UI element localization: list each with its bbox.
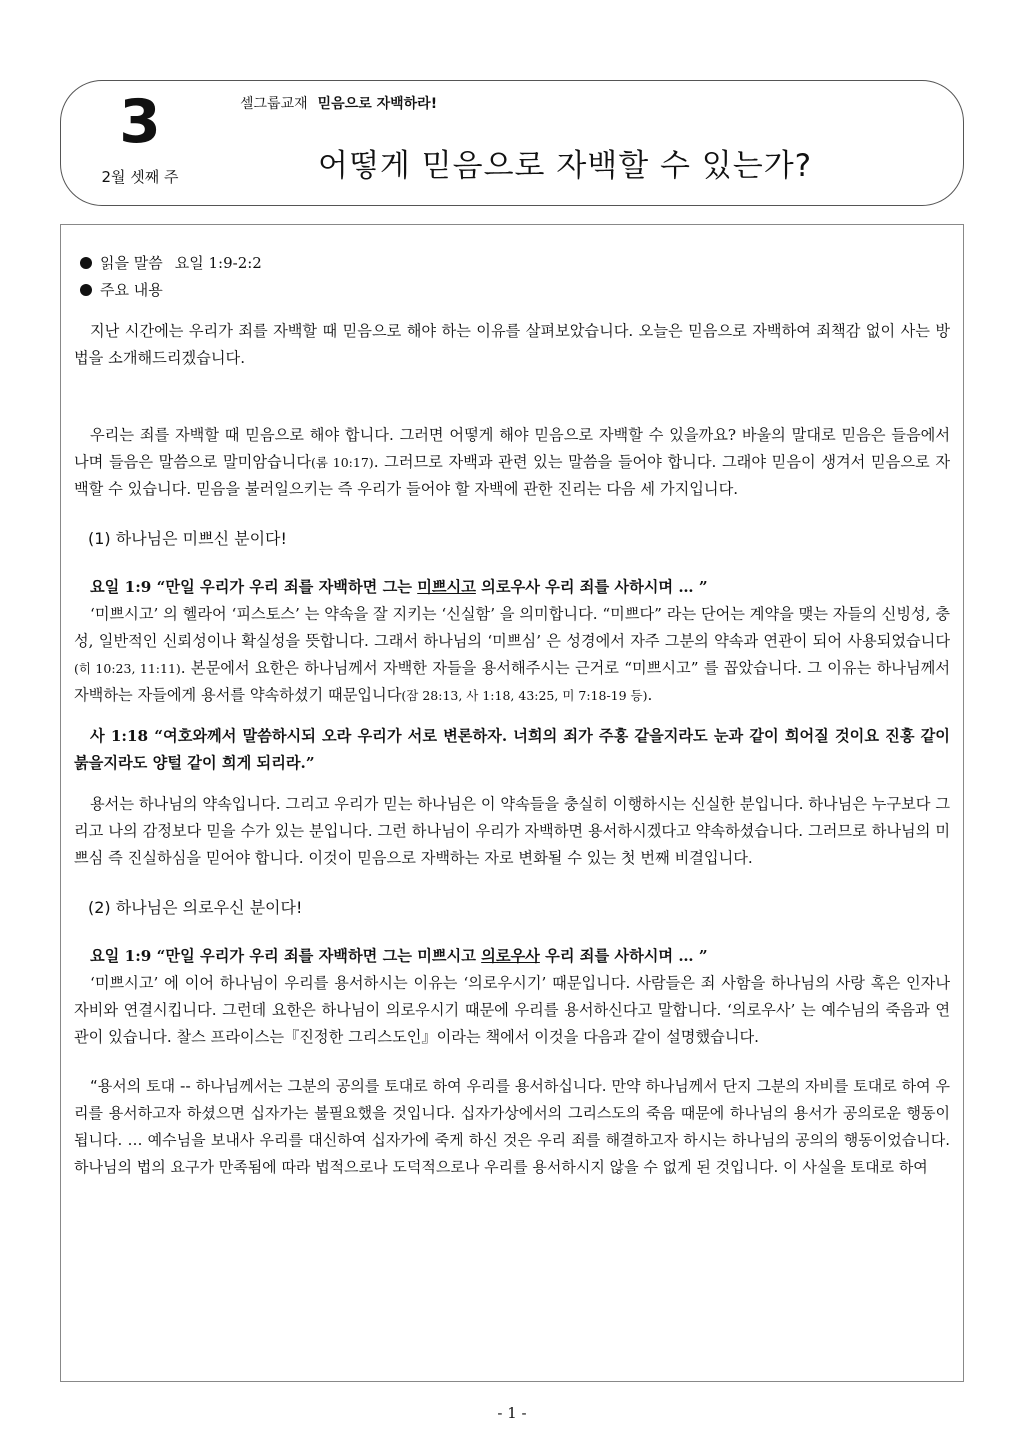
series-line: [240, 93, 437, 113]
paragraph: [74, 601, 950, 709]
reading-item: [80, 250, 950, 277]
text: .: [647, 686, 653, 704]
quote-paragraph: “용서의 토대 -- 하나님께서는 그분의 공의를 토대로 하여 우리를 용서하십니다. 만약 하나님께서 단지 그분의 자비를 토대로 하여 우리를 용서하고자 하셨으면 십자가는 불필요했을 것입니다. 십자가상에서의 그리스도의 죽음 때문에 하나님의 용서가 공의로운 행동이 됩니다. … 예수님을 보내사 우리를 대신하여 십자가에 죽게 하신 것은 우리 죄를 해결하고자 하시는 하나님의 공의의 행동이었습니다. 하나님의 법의 요구가 만족됨에 따라 법적으로나 도덕적으로나 우리를 용서하시지 않을 수 없게 된 것입니다. 이 사실을 토대로 하여: [74, 1077, 950, 1176]
verse: [74, 943, 950, 970]
verse-text: “만일 우리가 우리 죄를 자백하면 그는: [156, 578, 418, 596]
verse-text: “여호와께서 말씀하시되 오라 우리가 서로 변론하자. 너희의 죄가 주홍 같을지라도 눈과 같이 희어질 것이요 진홍 같이 붉을지라도 양털 같이 희게 되리라.”: [74, 727, 950, 772]
verse-ref: 요일 1:9: [90, 947, 152, 965]
paragraph: ‘미쁘시고’ 에 이어 하나님이 우리를 용서하시는 이유는 ‘의로우시기’ 때문입니다. 사람들은 죄 사함을 하나님의 사랑 혹은 인자나 자비와 연결시킵니다. 그런데 요한은 하나님이 의로우시기 때문에 우리를 용서하신다고 말합니다. ‘의로우사’ 는 예수님의 죽음과 연관이 있습니다. 찰스 프라이스는『진정한 그리스도인』이라는 책에서 이것을 다음과 같이 설명했습니다.: [74, 974, 950, 1046]
page-number: - 1 -: [497, 1404, 527, 1422]
reading-ref: 요일 1:9-2:2: [174, 254, 262, 272]
page-title: 어떻게 믿음으로 자백할 수 있는가?: [318, 148, 813, 184]
scripture-ref: (잠 28:13, 사 1:18, 43:25, 미 7:18-19 등): [401, 688, 648, 703]
scripture-ref: (히 10:23, 11:11): [74, 661, 181, 676]
verse-text: 의로우사 우리 죄를 사하시며 … ”: [475, 578, 708, 596]
content: [74, 250, 950, 1181]
week-label: 2월 셋째 주: [101, 168, 179, 186]
reading-label: 읽을 말씀: [100, 254, 163, 272]
summary-label: 주요 내용: [100, 281, 163, 299]
text: ‘미쁘시고’ 의 헬라어 ‘피스토스’ 는 약속을 잘 지키는 ‘신실함’ 을 의미합니다. “미쁘다” 라는 단어는 계약을 맺는 자들의 신빙성, 충성, 일반적인 신뢰성이나 확실성을 뜻합니다. 그래서 하나님의 ‘미쁘심’ 은 성경에서 자주 그분의 약속과 연관이 되어 사용되었습니다: [74, 605, 950, 650]
summary-item: [80, 277, 950, 304]
bullet-icon: [80, 284, 92, 296]
scripture-ref: (롬 10:17): [311, 455, 374, 470]
paragraph: 지난 시간에는 우리가 죄를 자백할 때 믿음으로 해야 하는 이유를 살펴보았습니다. 오늘은 믿음으로 자백하여 죄책감 없이 사는 방법을 소개해드리겠습니다.: [74, 322, 950, 367]
text: . 본문에서 요한은 하나님께서 자백한 자들을 용서해주시는 근거로 “미쁘시고” 를 꼽았습니다. 그 이유는 하나님께서 자백하는 자들에게 용서를 약속하셨기 때문입니다: [74, 659, 950, 704]
verse-text: “만일 우리가 우리 죄를 자백하면 그는 미쁘시고: [156, 947, 482, 965]
verse-emphasis: 의로우사: [481, 947, 540, 965]
text: . 그러므로 자백과 관련 있는 말씀을 들어야 합니다. 그래야 믿음이 생겨서 믿음으로 자백할 수 있습니다. 믿음을 불러일으키는 즉 우리가 들어야 할 자백에 관한 진리는 다음 세 가지입니다.: [74, 453, 950, 498]
series-label: 셀그룹교재: [240, 96, 308, 112]
paragraph: 용서는 하나님의 약속입니다. 그리고 우리가 믿는 하나님은 이 약속들을 충실히 이행하시는 신실한 분입니다. 하나님은 누구보다 그리고 나의 감정보다 믿을 수가 있는 분입니다. 그런 하나님이 우리가 자백하면 용서하시겠다고 약속하셨습니다. 그러므로 하나님의 미쁘심 즉 진실하심을 믿어야 합니다. 이것이 믿음으로 자백하는 자로 변화될 수 있는 첫 번째 비결입니다.: [74, 795, 950, 867]
bullet-icon: [80, 257, 92, 269]
verse-text: 우리 죄를 사하시며 … ”: [539, 947, 708, 965]
text: 우리는 죄를 자백할 때 믿음으로 해야 합니다. 그러면 어떻게 해야 믿음으로 자백할 수 있을까요? 바울의 말대로 믿음은 들음에서 나며 들음은 말씀으로 말미암습니다: [74, 426, 950, 471]
section-heading: (2) 하나님은 의로우신 분이다!: [88, 898, 303, 917]
lesson-number: 3: [119, 87, 161, 157]
verse-ref: 사 1:18: [90, 727, 149, 745]
verse-emphasis: 미쁘시고: [417, 578, 476, 596]
series-title: 믿음으로 자백하라!: [317, 96, 438, 112]
paragraph: [74, 422, 950, 503]
verse: [74, 723, 950, 777]
verse: [74, 574, 950, 601]
section-heading: (1) 하나님은 미쁘신 분이다!: [88, 529, 287, 548]
verse-ref: 요일 1:9: [90, 578, 152, 596]
